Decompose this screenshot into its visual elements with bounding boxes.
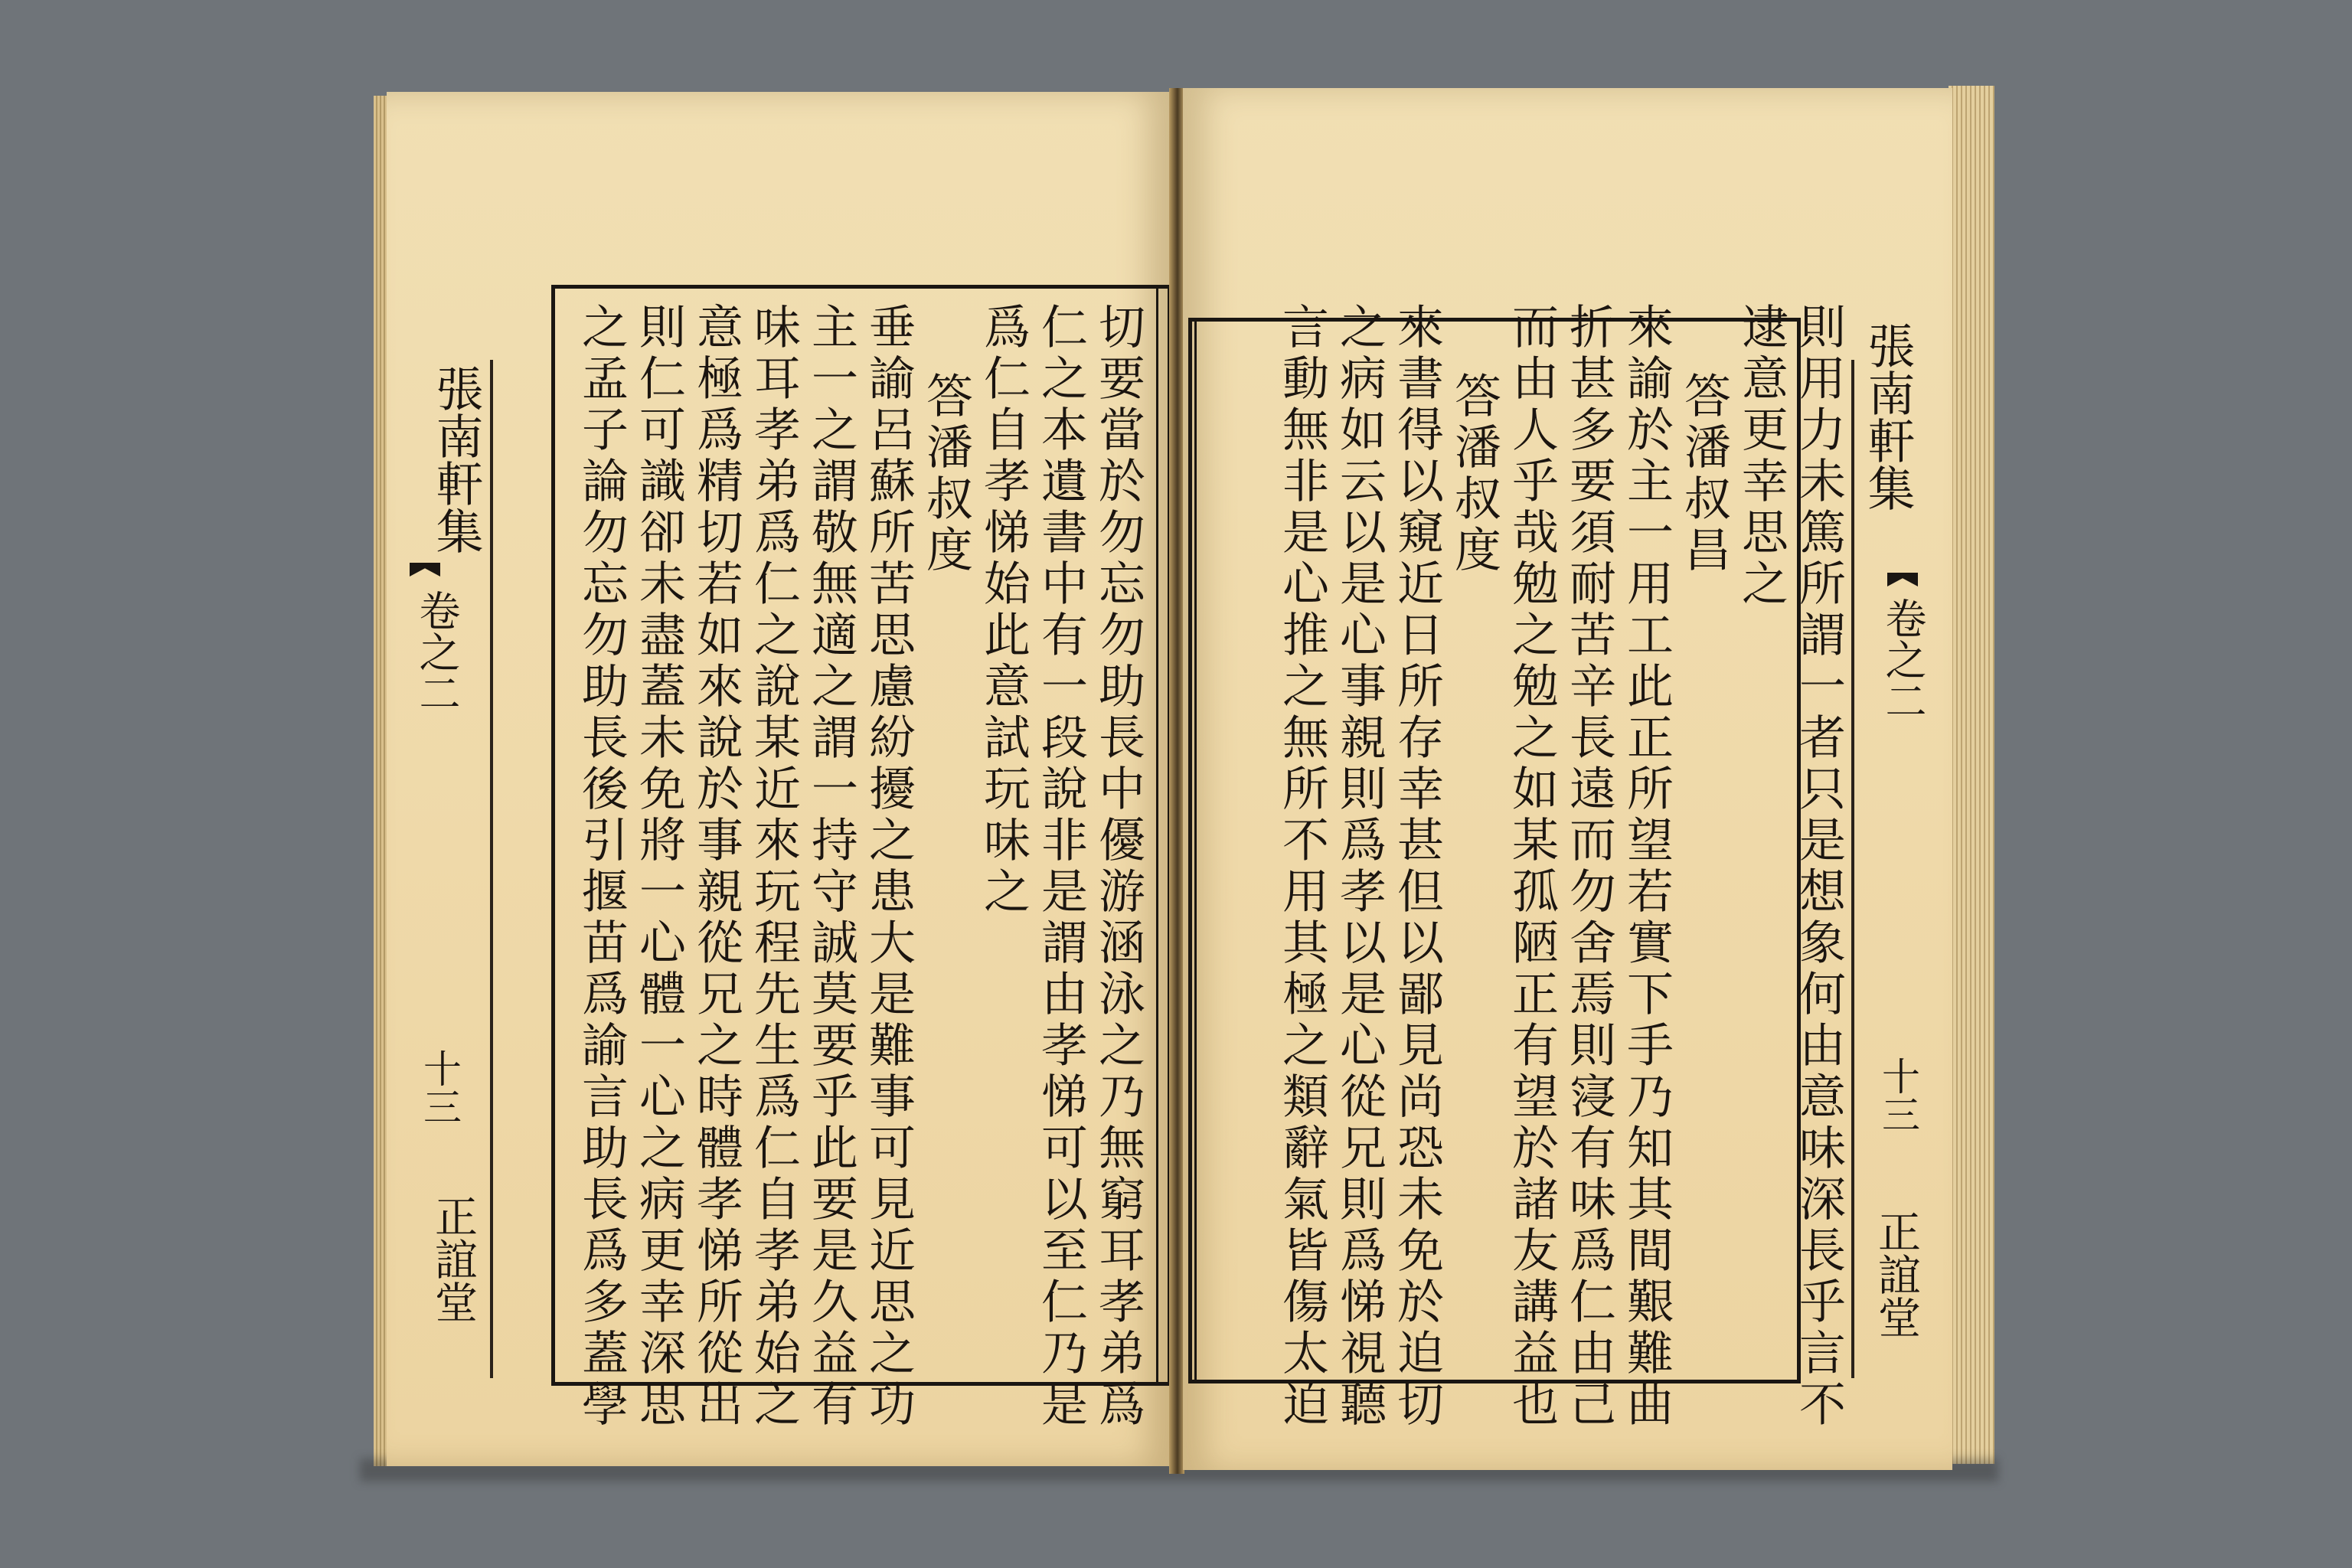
left-margin-title xyxy=(429,322,482,597)
right-frame-inner-rule xyxy=(1194,318,1197,1382)
right-page-column-1 xyxy=(1792,302,1845,1431)
left-margin-page-no xyxy=(417,1049,462,1152)
left-page-column-7 xyxy=(746,302,800,1431)
left-page-column-8 xyxy=(689,302,743,1431)
right-page-column-5 xyxy=(1562,302,1615,1431)
left-page-column-text: 仁之本遺書中有一段說非是謂由孝悌可以至仁乃是 xyxy=(1034,302,1088,1431)
left-margin-publisher xyxy=(429,1194,476,1358)
right-margin-page-no xyxy=(1876,1057,1920,1159)
right-page-column-6 xyxy=(1504,302,1558,1431)
right-page-column-text: 答潘叔昌 xyxy=(1677,371,1731,577)
right-page-column-text: 言動無非是心推之無所不用其極之類辭氣皆傷太迫 xyxy=(1275,302,1329,1431)
right-page-column-2 xyxy=(1734,302,1788,610)
left-page-column-6 xyxy=(804,302,858,1431)
right-page-edge xyxy=(1949,86,1994,1464)
left-page-column-text: 意極爲精切若如來說於事親從兄之時體孝悌所從出 xyxy=(689,302,743,1431)
left-page-column-text: 主一之謂敬無適之謂一持守誠莫要乎此要是久益有 xyxy=(804,302,858,1431)
left-page-column-1 xyxy=(1091,302,1145,1431)
left-page-column-text: 之孟子論勿忘勿助長後引揠苗爲諭言助長爲多蓋學 xyxy=(574,302,629,1431)
right-margin-title-text: 張南軒集 xyxy=(1860,322,1916,511)
right-page-column-9 xyxy=(1332,302,1386,1431)
right-page-column-text: 逮意更幸思之 xyxy=(1734,302,1788,610)
left-page-column-3 xyxy=(976,302,1030,918)
left-margin-rule xyxy=(490,360,493,1378)
left-page-column-text: 垂諭呂蘇所苦思慮紛擾之患大是難事可見近思之功 xyxy=(861,302,916,1431)
right-page-column-7 xyxy=(1447,371,1501,577)
right-page-column-10 xyxy=(1275,302,1328,1431)
right-page-column-4 xyxy=(1619,302,1673,1431)
right-page-column-text: 則用力未篤所謂一者只是想象何由意味深長乎言不 xyxy=(1792,302,1846,1431)
right-margin-publisher-text: 正誼堂 xyxy=(1871,1210,1921,1338)
left-page-column-2 xyxy=(1034,302,1087,1431)
right-margin-publisher xyxy=(1872,1210,1919,1374)
right-margin-title xyxy=(1860,322,1914,600)
left-page-column-text: 爲仁自孝悌始此意試玩味之 xyxy=(976,302,1031,918)
left-margin-volume-text: 卷之二 xyxy=(413,590,461,714)
left-page-column-10 xyxy=(574,302,628,1431)
left-page-column-text: 味耳孝弟爲仁之說某近來玩程先生爲仁自孝弟始之 xyxy=(746,302,801,1431)
left-page-column-text: 則仁可識卻未盡蓋未免將一心體一心之病更幸深思 xyxy=(632,302,686,1431)
right-page-column-8 xyxy=(1390,302,1443,1431)
left-margin-volume xyxy=(413,590,459,758)
left-page-column-4 xyxy=(919,371,972,577)
left-page-column-text: 答潘叔度 xyxy=(919,371,973,577)
right-margin-volume xyxy=(1880,597,1926,769)
right-page-column-text: 答潘叔度 xyxy=(1447,371,1501,577)
right-page-column-3 xyxy=(1677,371,1730,577)
right-page-column-text: 折甚多要須耐苦辛長遠而勿舍焉則寖有味爲仁由己 xyxy=(1562,302,1616,1431)
right-page-column-text: 來諭於主一用工此正所望若實下手乃知其間艱難曲 xyxy=(1619,302,1674,1431)
book-gutter xyxy=(1169,88,1184,1474)
left-page-column-5 xyxy=(861,302,915,1431)
left-page-column-text: 切要當於勿忘勿助長中優游涵泳之乃無窮耳孝弟爲 xyxy=(1091,302,1145,1431)
left-margin-publisher-text: 正誼堂 xyxy=(428,1194,478,1323)
left-frame-inner-rule xyxy=(1156,285,1158,1386)
right-margin-rule xyxy=(1851,360,1854,1378)
left-margin-page-no-text: 十三 xyxy=(417,1049,462,1125)
right-margin-page-no-text: 十三 xyxy=(1876,1057,1920,1133)
right-page-column-text: 之病如云以是心事親則爲孝以是心從兄則爲悌視聽 xyxy=(1332,302,1387,1431)
left-margin-title-char: 張南軒集 xyxy=(428,364,484,554)
right-page-column-text: 而由人乎哉勉之勉之如某孤陋正有望於諸友講益也 xyxy=(1504,302,1559,1431)
right-page-column-text: 來書得以窺近日所存幸甚但以鄙見尚恐未免於迫切 xyxy=(1390,302,1444,1431)
right-margin-volume-text: 卷之二 xyxy=(1879,597,1927,721)
left-page-column-9 xyxy=(632,302,685,1431)
